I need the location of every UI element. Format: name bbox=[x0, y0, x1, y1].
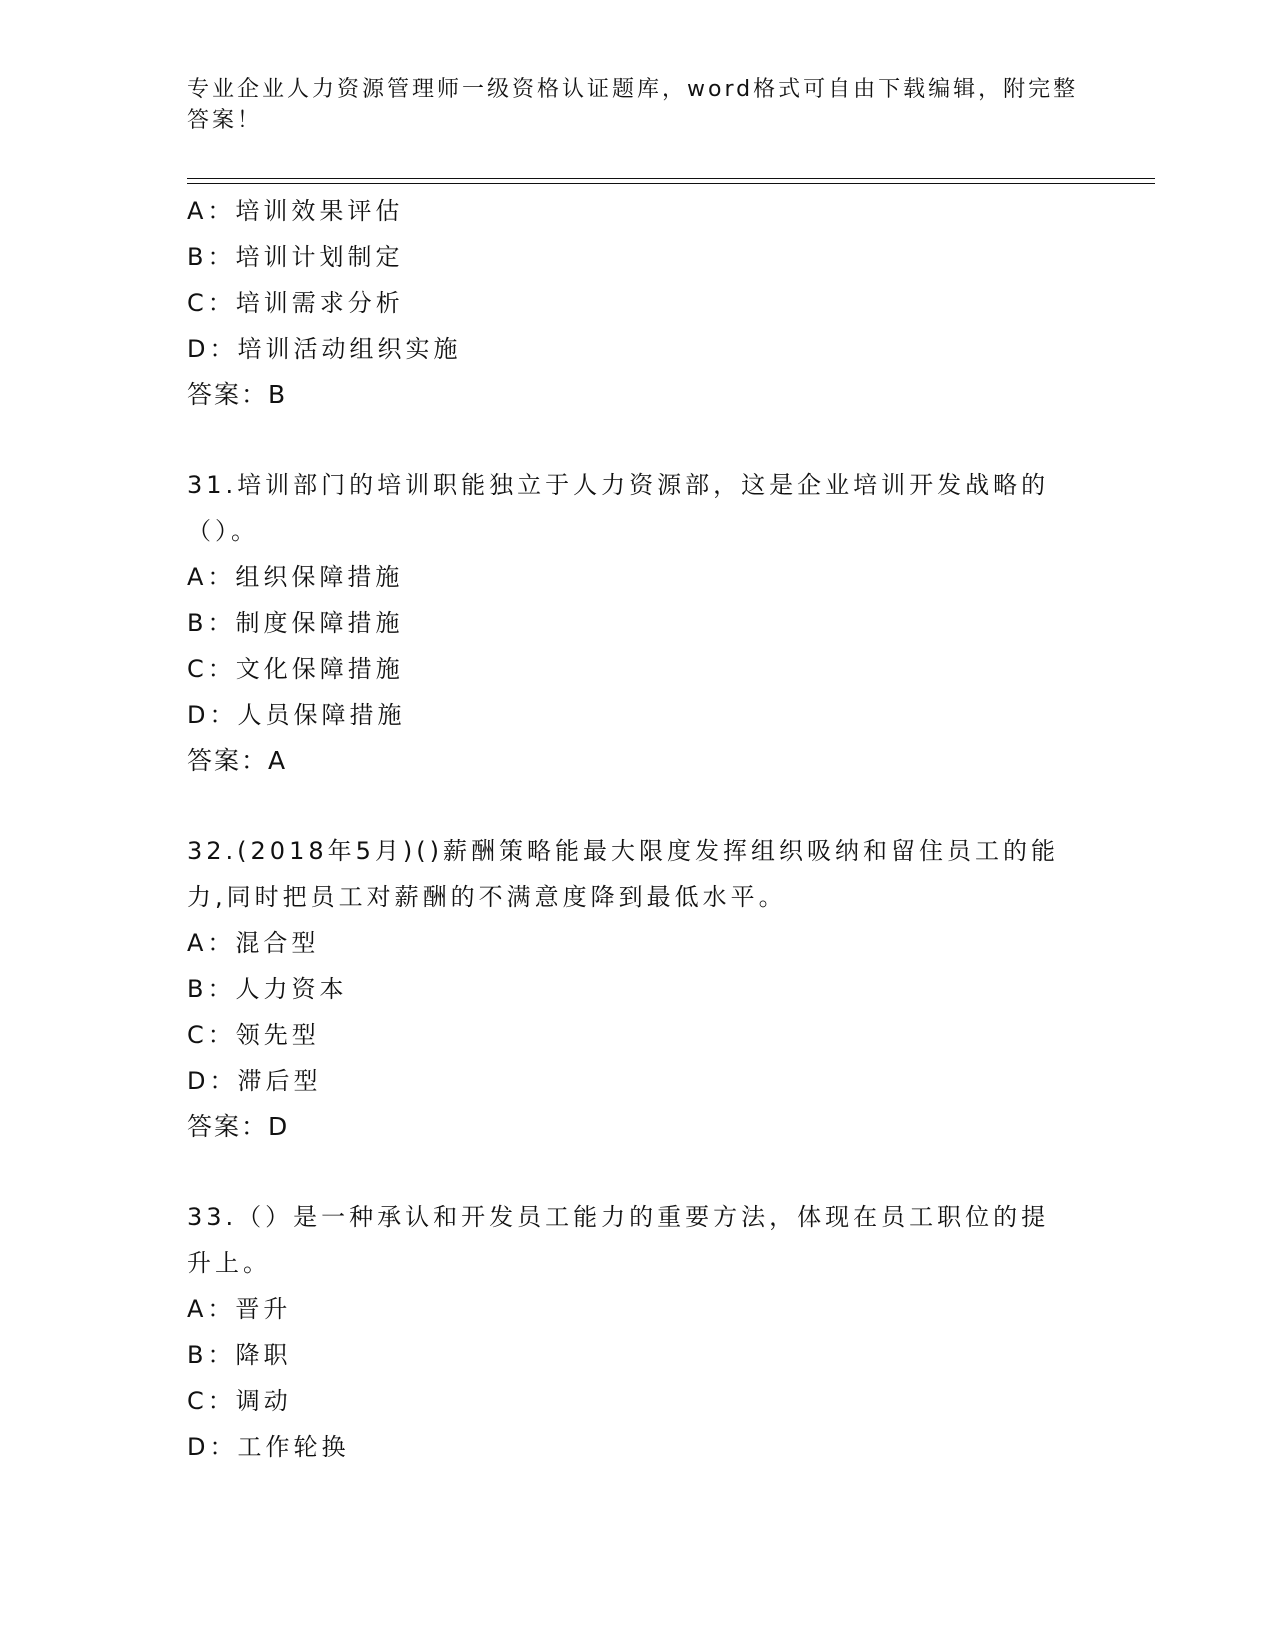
question-spacer bbox=[187, 1150, 1087, 1194]
option-d: D：工作轮换 bbox=[187, 1433, 350, 1461]
option-a: A：培训效果评估 bbox=[187, 197, 404, 225]
question-32 bbox=[187, 828, 1087, 1150]
question-list bbox=[187, 188, 1087, 1470]
option-a: A：混合型 bbox=[187, 929, 320, 957]
question-stem-line-2: 升上。 bbox=[187, 1249, 271, 1277]
question-stem-line-1: 32.(2018年5月)()薪酬策略能最大限度发挥组织吸纳和留住员工的能 bbox=[187, 837, 1059, 865]
option-c: C：领先型 bbox=[187, 1021, 320, 1049]
option-d: D：人员保障措施 bbox=[187, 701, 406, 729]
question-stem-line-2: （）。 bbox=[187, 517, 259, 545]
header-title-line-1: 专业企业人力资源管理师一级资格认证题库，word格式可自由下载编辑，附完整 bbox=[187, 77, 1079, 102]
answer-line: 答案：A bbox=[187, 746, 288, 775]
question-30 bbox=[187, 188, 1087, 418]
option-b: B：培训计划制定 bbox=[187, 243, 404, 271]
question-spacer bbox=[187, 784, 1087, 828]
option-a: A：晋升 bbox=[187, 1295, 292, 1323]
option-d: D：培训活动组织实施 bbox=[187, 335, 462, 363]
question-31 bbox=[187, 462, 1087, 784]
document-header bbox=[187, 74, 1087, 136]
question-33 bbox=[187, 1194, 1087, 1470]
question-stem-line-2: 力,同时把员工对薪酬的不满意度降到最低水平。 bbox=[187, 883, 787, 911]
option-c: C：培训需求分析 bbox=[187, 289, 404, 317]
answer-line: 答案：B bbox=[187, 380, 288, 409]
answer-line: 答案：D bbox=[187, 1112, 290, 1141]
header-divider-top bbox=[187, 178, 1155, 179]
question-stem-line-1: 33.（）是一种承认和开发员工能力的重要方法，体现在员工职位的提 bbox=[187, 1203, 1050, 1231]
option-d: D：滞后型 bbox=[187, 1067, 322, 1095]
option-a: A：组织保障措施 bbox=[187, 563, 404, 591]
option-c: C：文化保障措施 bbox=[187, 655, 404, 683]
question-spacer bbox=[187, 418, 1087, 462]
option-b: B：制度保障措施 bbox=[187, 609, 404, 637]
header-divider-bottom bbox=[187, 183, 1155, 184]
question-stem-line-1: 31.培训部门的培训职能独立于人力资源部，这是企业培训开发战略的 bbox=[187, 471, 1050, 499]
header-title-line-2: 答案！ bbox=[187, 108, 263, 133]
option-b: B：降职 bbox=[187, 1341, 292, 1369]
option-c: C：调动 bbox=[187, 1387, 292, 1415]
option-b: B：人力资本 bbox=[187, 975, 348, 1003]
